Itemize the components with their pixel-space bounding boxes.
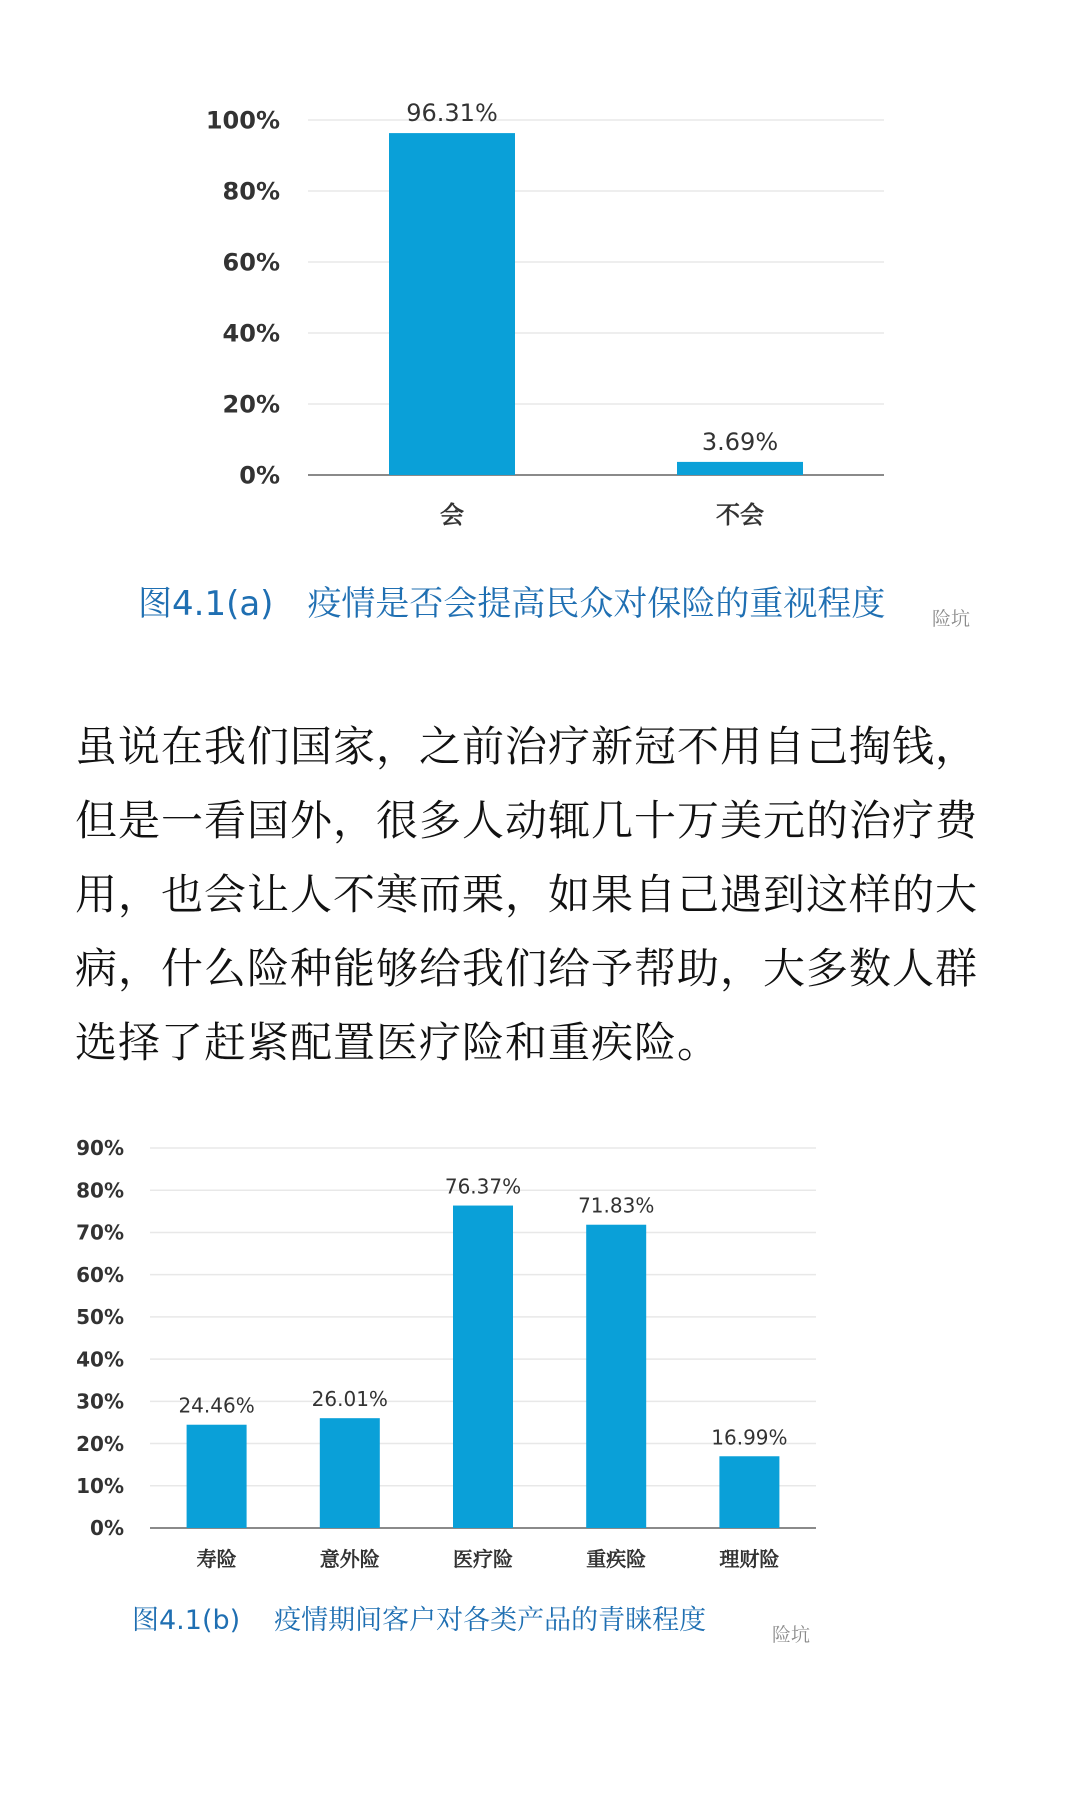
chart-a-bar xyxy=(389,133,515,475)
chart-a-category-label: 会 xyxy=(440,501,464,529)
chart-a-ytick-label: 100% xyxy=(205,106,280,135)
chart-a-category-label: 不会 xyxy=(716,501,764,529)
watermark-b: 险坑 xyxy=(772,1624,811,1646)
chart-insurance-importance xyxy=(0,80,1080,550)
chart-a-value-label: 3.69% xyxy=(701,427,779,456)
chart-b-value-label: 16.99% xyxy=(711,1425,788,1450)
caption-b-text: 疫情期间客户对各类产品的青睐程度 xyxy=(274,1605,707,1636)
chart-b-ytick-label: 0% xyxy=(90,1516,124,1541)
figure-caption-b xyxy=(132,1598,706,1637)
chart-b-value-label: 24.46% xyxy=(178,1393,255,1418)
chart-b-ytick-label: 60% xyxy=(76,1262,124,1287)
chart-b-category-label: 医疗险 xyxy=(453,1547,513,1571)
chart-b-ytick-label: 50% xyxy=(76,1305,124,1330)
chart-a-ytick-label: 40% xyxy=(222,319,280,348)
chart-product-preference xyxy=(0,1120,1080,1590)
chart-a-svg xyxy=(0,80,1080,550)
chart-b-ytick-label: 80% xyxy=(76,1178,124,1203)
chart-b-bar xyxy=(320,1418,380,1528)
figure-caption-a xyxy=(138,576,885,625)
caption-a-number: 图4.1(a) xyxy=(138,584,274,624)
chart-b-ytick-label: 90% xyxy=(76,1136,124,1161)
chart-b-svg xyxy=(0,1120,1080,1590)
chart-b-category-label: 理财险 xyxy=(719,1547,780,1571)
watermark-a: 险坑 xyxy=(932,608,971,630)
caption-b-number: 图4.1(b) xyxy=(132,1605,241,1636)
chart-b-bar xyxy=(586,1225,646,1528)
chart-b-ytick-label: 20% xyxy=(76,1431,124,1456)
chart-b-bar xyxy=(187,1425,247,1528)
chart-a-ytick-label: 80% xyxy=(222,177,280,206)
chart-b-ytick-label: 10% xyxy=(76,1473,124,1498)
chart-b-ytick-label: 30% xyxy=(76,1389,124,1414)
chart-b-category-label: 寿险 xyxy=(196,1547,237,1571)
chart-a-ytick-label: 20% xyxy=(222,390,280,419)
chart-a-ytick-label: 0% xyxy=(239,461,280,490)
chart-b-bar xyxy=(453,1206,513,1528)
chart-a-ytick-label: 60% xyxy=(222,248,280,277)
chart-b-ytick-label: 40% xyxy=(76,1347,124,1372)
chart-b-value-label: 76.37% xyxy=(444,1174,522,1199)
body-paragraph: 虽说在我们国家，之前治疗新冠不用自己掏钱，但是一看国外，很多人动辄几十万美元的治疗费用，也会让人不寒而栗，如果自己遇到这样的大病，什么险种能够给我们给予帮助，大多数人群选择了赶紧配置医疗险和重疾险。 xyxy=(75,722,979,1067)
chart-a-value-label: 96.31% xyxy=(406,99,498,128)
chart-b-value-label: 26.01% xyxy=(311,1387,388,1412)
chart-b-category-label: 重疾险 xyxy=(586,1547,647,1571)
caption-a-text: 疫情是否会提高民众对保险的重视程度 xyxy=(307,584,886,624)
chart-a-bar xyxy=(677,462,803,475)
chart-b-category-label: 意外险 xyxy=(319,1547,380,1571)
chart-b-value-label: 71.83% xyxy=(578,1193,655,1218)
chart-b-ytick-label: 70% xyxy=(76,1220,124,1245)
chart-b-bar xyxy=(719,1456,779,1528)
